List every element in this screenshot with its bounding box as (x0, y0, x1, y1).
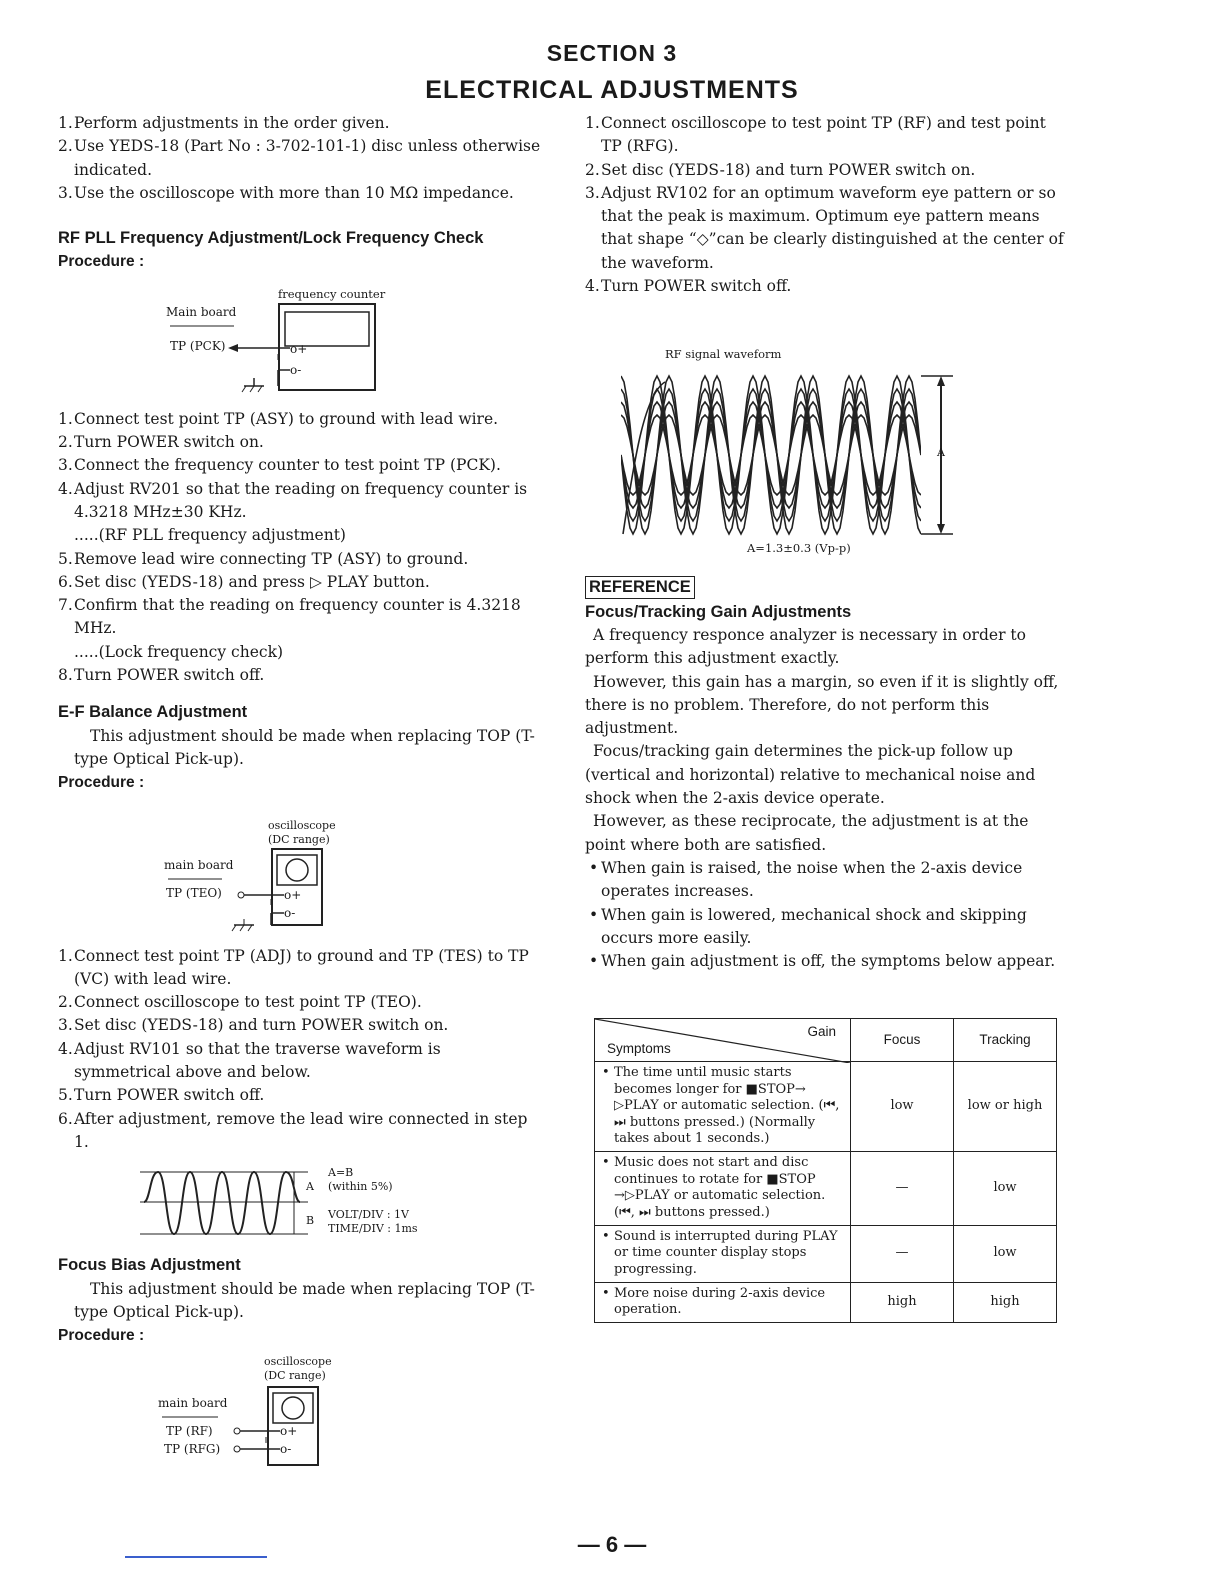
svg-text:(DC range): (DC range) (268, 832, 330, 846)
focus-cell: — (851, 1225, 954, 1282)
step: 4. Turn POWER switch off. (585, 277, 792, 296)
step: 4. Adjust RV101 so that the traverse waveform is symmetrical above and below. (58, 1039, 441, 1082)
rf-waveform-caption: A=1.3±0.3 (Vp-p) (747, 541, 851, 556)
symptom-cell: • Music does not start and disc continues to rotate for ■STOP →▷PLAY or automatic selection. (⏮, ⏭ buttons pressed.) (595, 1151, 851, 1225)
symptom-cell: • Sound is interrupted during PLAY or time counter display stops progressing. (595, 1225, 851, 1282)
intro-item: 1. Perform adjustments in the order given. (58, 114, 390, 132)
rf-eye-pattern-diagram (585, 304, 1069, 574)
table-row (595, 1282, 1057, 1322)
rfpll-heading: RF PLL Frequency Adjustment/Lock Frequency Check (58, 229, 484, 248)
reference-heading: Focus/Tracking Gain Adjustments (585, 602, 852, 621)
svg-text:o+: o+ (284, 887, 302, 902)
procedure-label: Procedure : (58, 253, 145, 271)
svg-text:o+: o+ (290, 341, 308, 356)
focus-cell: — (851, 1151, 954, 1225)
svg-text:(within 5%): (within 5%) (328, 1180, 393, 1194)
reference-bullet: • When gain is lowered, mechanical shock and skipping occurs more easily. (589, 905, 1027, 947)
oscilloscope-diagram-rf (58, 1347, 542, 1477)
procedure-label: Procedure : (58, 1327, 145, 1345)
focus-bias-intro: This adjustment should be made when replacing TOP (T-type Optical Pick-up). (74, 1279, 535, 1321)
step: 8. Turn POWER switch off. (58, 666, 265, 685)
reference-paragraph: However, this gain has a margin, so even if it is slightly off, there is no problem. Therefore, do not perform this adjustment. (585, 672, 1059, 738)
svg-text:oscilloscope: oscilloscope (268, 818, 336, 832)
svg-text:o-: o- (290, 362, 302, 377)
ef-intro: This adjustment should be made when replacing TOP (T-type Optical Pick-up). (74, 726, 535, 768)
tracking-cell: low or high (954, 1062, 1057, 1152)
board-label: Main board (166, 304, 237, 319)
svg-text:oscilloscope: oscilloscope (264, 1355, 332, 1369)
symptom-cell: • The time until music starts becomes longer for ■STOP→ ▷PLAY or automatic selection. (⏮, ⏭ buttons pressed.) (Normally takes about 1 seconds.) (595, 1062, 851, 1152)
step: 2. Set disc (YEDS-18) and turn POWER switch on. (585, 160, 976, 179)
step: 1. Connect oscilloscope to test point TP (RF) and test point TP (RFG). (585, 114, 1046, 156)
step: 6. Set disc (YEDS-18) and press ▷ PLAY button. (58, 572, 430, 591)
step: 5. Turn POWER switch off. (58, 1086, 265, 1105)
eye-pattern (621, 376, 921, 534)
step: 3. Adjust RV102 for an optimum waveform eye pattern or so that the peak is maximum. Optimum eye pattern means that shape “◇”can be clearly distinguished at the center of the waveform. (585, 183, 1064, 272)
rf-waveform-title: RF signal waveform (665, 347, 782, 362)
svg-text:TP (RFG): TP (RFG) (164, 1442, 221, 1457)
oscilloscope-diagram-teo (58, 795, 542, 945)
step: 7. Confirm that the reading on frequency counter is 4.3218 MHz. (58, 596, 521, 638)
symptoms-table (594, 1018, 1057, 1323)
svg-text:main board: main board (164, 857, 234, 872)
traverse-waveform-diagram (58, 1154, 542, 1246)
table-header-row (595, 1019, 1057, 1062)
page-title: ELECTRICAL ADJUSTMENTS (425, 76, 799, 104)
focus-bias-heading: Focus Bias Adjustment (58, 1256, 241, 1275)
step: 4. Adjust RV201 so that the reading on frequency counter is 4.3218 MHz±30 KHz. (58, 479, 528, 521)
gain-label: Gain (807, 1024, 836, 1039)
svg-text:TIME/DIV : 1ms: TIME/DIV : 1ms (328, 1222, 418, 1236)
svg-text:o-: o- (280, 1442, 292, 1457)
reference-box: REFERENCE (585, 576, 695, 599)
step: 1. Connect test point TP (ADJ) to ground and TP (TES) to TP (VC) with lead wire. (58, 946, 529, 988)
svg-text:(DC range): (DC range) (264, 1369, 326, 1383)
reference-bullet: • When gain adjustment is off, the symptoms below appear. (589, 952, 1056, 971)
step: 6. After adjustment, remove the lead wire connected in step 1. (58, 1109, 528, 1151)
step: 3. Set disc (YEDS-18) and turn POWER switch on. (58, 1016, 449, 1035)
note: .....(RF PLL frequency adjustment) (74, 526, 346, 545)
svg-text:A: A (937, 446, 945, 460)
step: 5. Remove lead wire connecting TP (ASY) to ground. (58, 549, 469, 568)
tracking-cell: low (954, 1225, 1057, 1282)
svg-text:o-: o- (284, 905, 296, 920)
table-row (595, 1151, 1057, 1225)
svg-text:VOLT/DIV : 1V: VOLT/DIV : 1V (328, 1208, 409, 1222)
svg-text:main board: main board (158, 1396, 228, 1411)
svg-text:TP (RF): TP (RF) (166, 1424, 213, 1439)
link-underline (125, 1556, 267, 1558)
procedure-label: Procedure : (58, 774, 145, 792)
focus-header: Focus (851, 1019, 954, 1062)
symptom-cell: • More noise during 2-axis device operation. (595, 1282, 851, 1322)
step: 1. Connect test point TP (ASY) to ground with lead wire. (58, 409, 499, 428)
svg-text:A: A (306, 1180, 314, 1194)
ef-heading: E-F Balance Adjustment (58, 703, 248, 722)
intro-item: 2. Use YEDS-18 (Part No : 3-702-101-1) disc unless otherwise indicated. (58, 137, 541, 179)
table-diagonal-header (595, 1019, 851, 1062)
tracking-cell: low (954, 1151, 1057, 1225)
svg-text:o+: o+ (280, 1424, 298, 1439)
table-row (595, 1062, 1057, 1152)
left-column (58, 112, 542, 1477)
intro-item: 3. Use the oscilloscope with more than 10 MΩ impedance. (58, 183, 514, 202)
table-row (595, 1225, 1057, 1282)
focus-cell: low (851, 1062, 954, 1152)
tracking-header: Tracking (954, 1019, 1057, 1062)
reference-paragraph: Focus/tracking gain determines the pick-up follow up (vertical and horizontal) relative to mechanical noise and shock when the 2-axis device operate. (585, 742, 1036, 808)
page-number: — 6 — (577, 1532, 647, 1557)
svg-text:B: B (306, 1214, 315, 1228)
frequency-counter-diagram (58, 274, 542, 404)
tp-label: TP (PCK) (170, 338, 226, 353)
step: 2. Turn POWER switch on. (58, 433, 264, 452)
tracking-cell: high (954, 1282, 1057, 1322)
step: 3. Connect the frequency counter to test point TP (PCK). (58, 456, 501, 475)
svg-text:A=B: A=B (328, 1166, 354, 1180)
svg-text:TP (TEO): TP (TEO) (166, 885, 222, 900)
reference-paragraph: However, as these reciprocate, the adjustment is at the point where both are satisfied. (585, 812, 1029, 854)
symptoms-label: Symptoms (607, 1040, 671, 1056)
counter-label: frequency counter (278, 286, 386, 301)
step: 2. Connect oscilloscope to test point TP (TEO). (58, 993, 422, 1012)
right-column (585, 112, 1069, 973)
reference-bullet: • When gain is raised, the noise when the 2-axis device operates increases. (589, 858, 1023, 901)
reference-paragraph: A frequency responce analyzer is necessary in order to perform this adjustment exactly. (585, 625, 1026, 668)
note: .....(Lock frequency check) (74, 642, 284, 661)
section-number: SECTION 3 (546, 40, 678, 66)
focus-cell: high (851, 1282, 954, 1322)
